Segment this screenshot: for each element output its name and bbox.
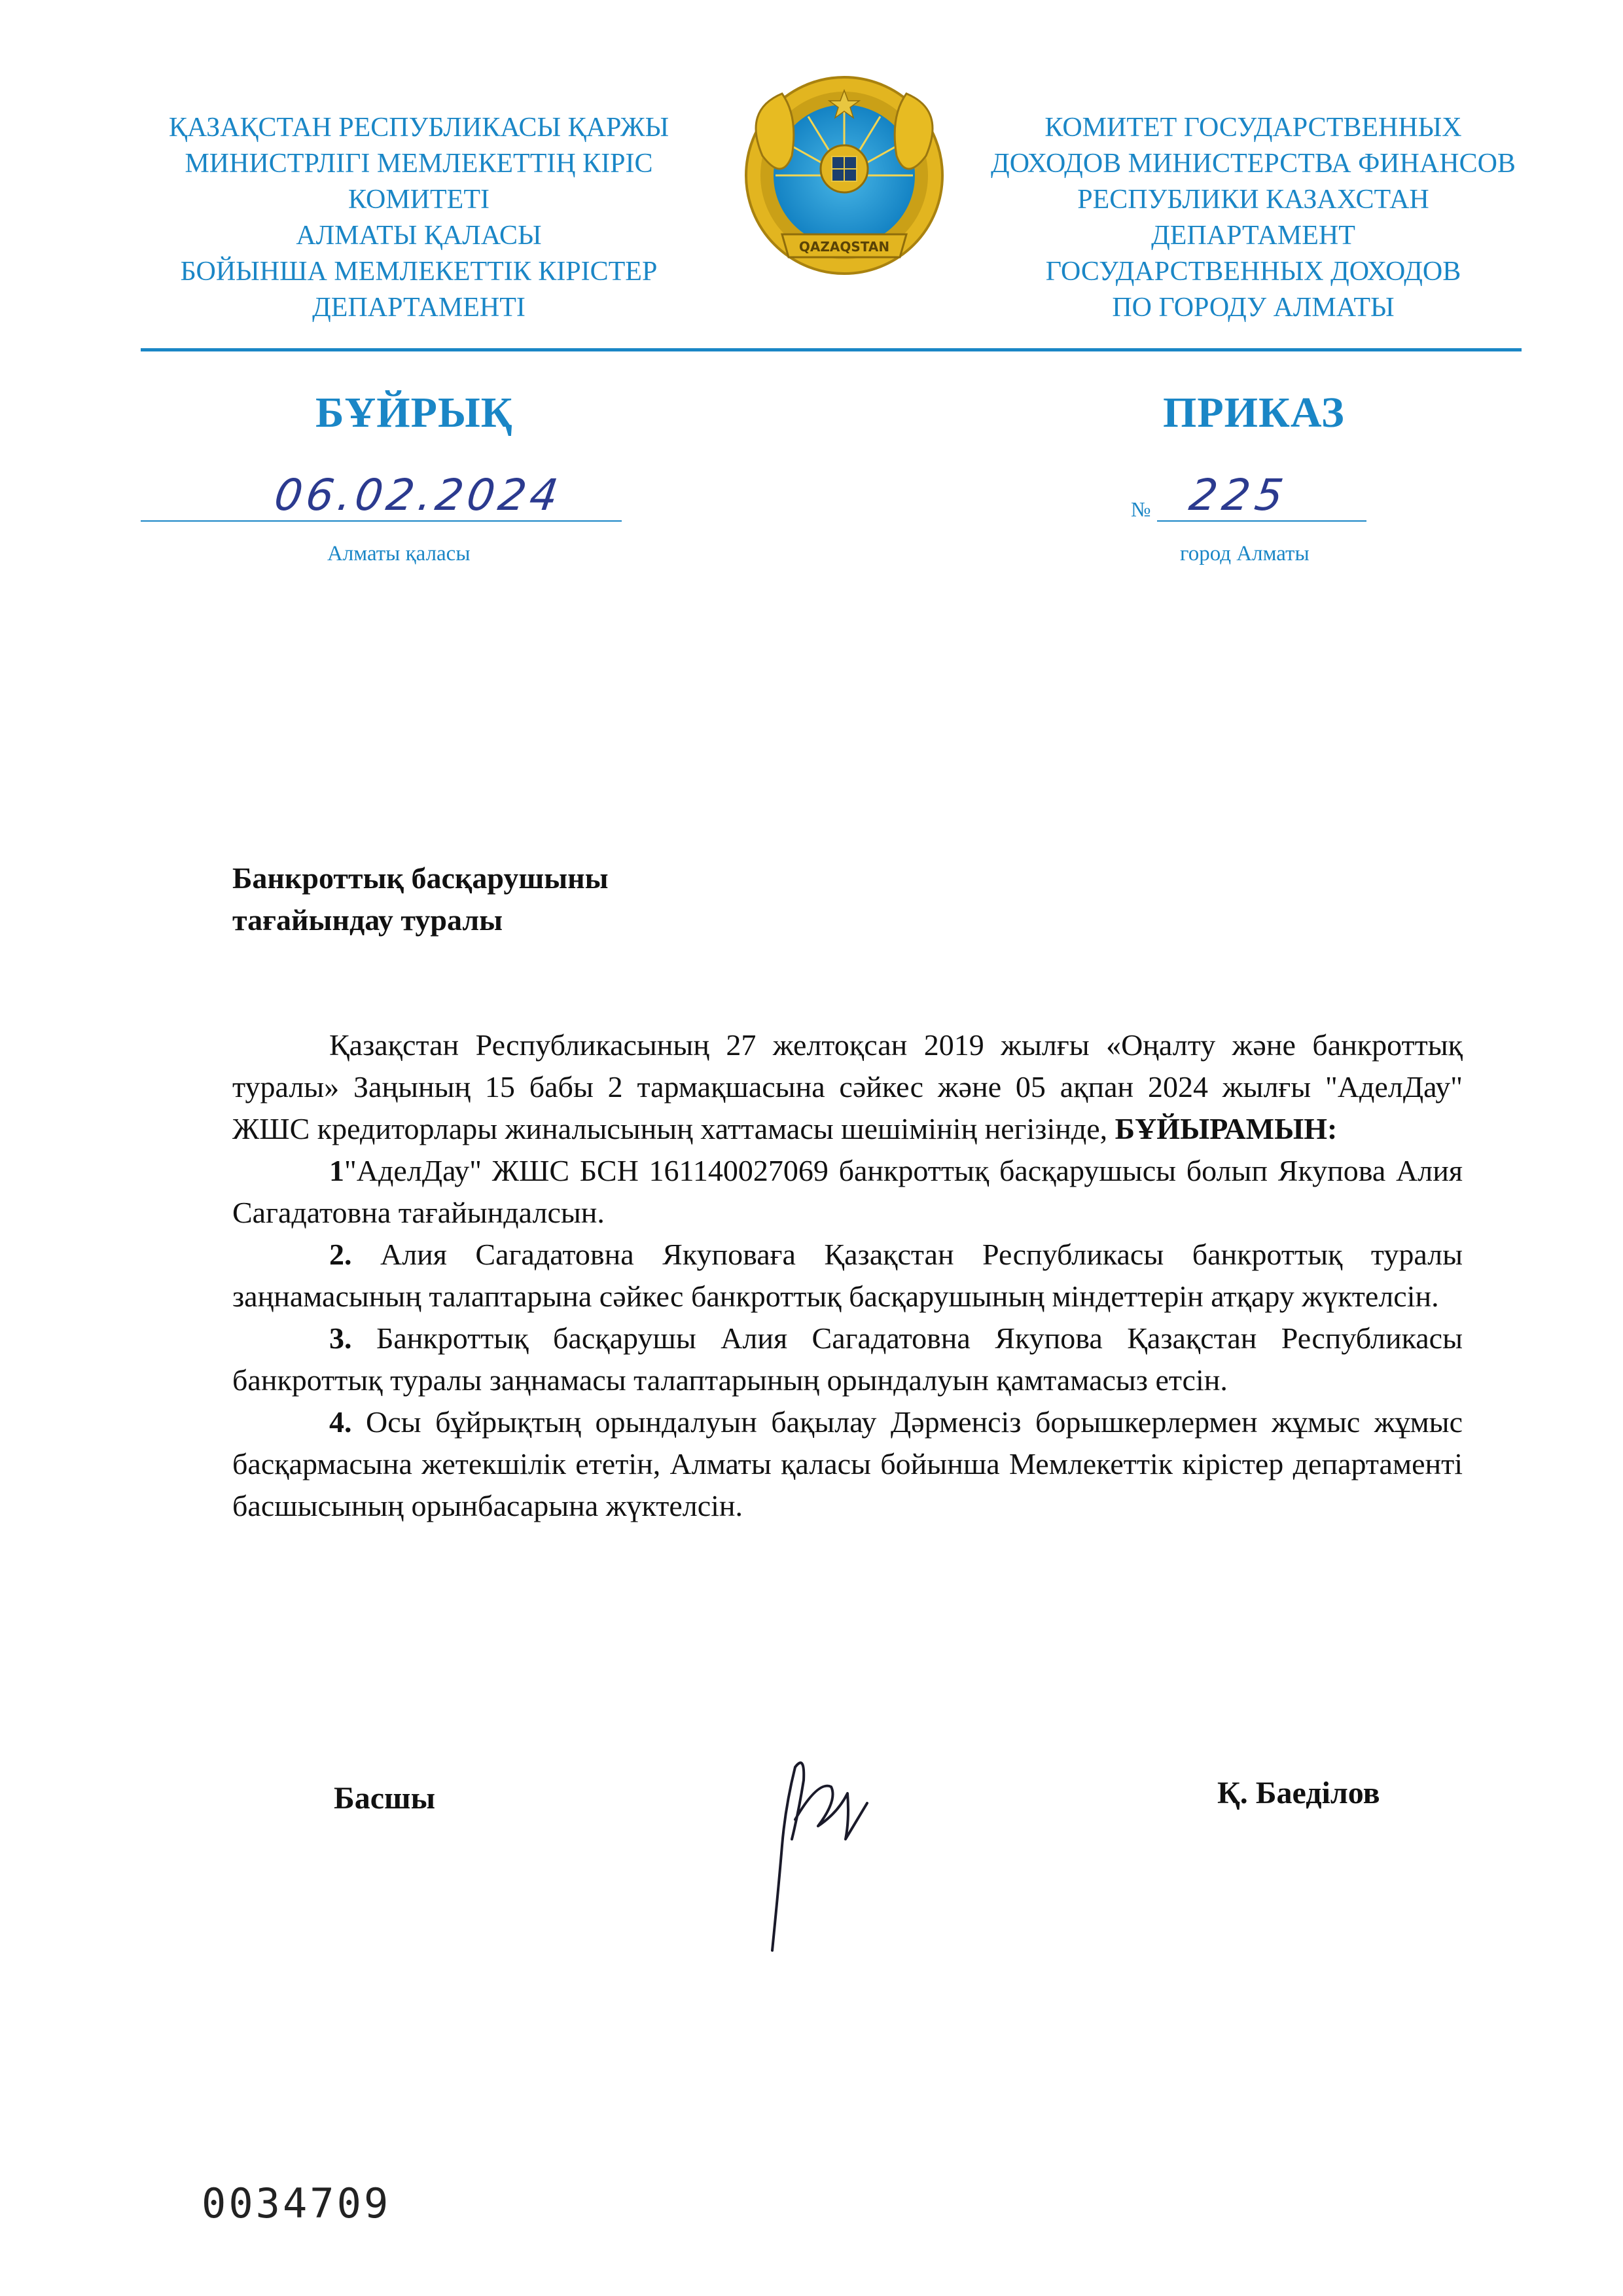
date-underline xyxy=(141,520,622,522)
intro-paragraph xyxy=(232,1024,1463,1150)
item-text: "АделДау" ЖШС БСН 161140027069 банкроттық басқарушысы болып Якупова Алия Сагадатовна тағайындалсын. xyxy=(232,1154,1463,1229)
header-divider xyxy=(141,348,1522,351)
city-russian: город Алматы xyxy=(1180,542,1310,565)
item-text: Осы бұйрықтың орындалуын бақылау Дәрменсіз борышкерлермен жұмыс жұмыс басқармасына жетекшілік ететін, Алматы қаласы бойынша Мемлекеттік кірістер департаменті басшысының орынбасарына жүктелсін. xyxy=(232,1405,1463,1522)
item-text: Алия Сагадатовна Якуповаға Қазақстан Республикасы банкроттық туралы заңнамасының талаптарына сәйкес банкроттық басқарушының міндеттерін атқару жүктелсін. xyxy=(232,1238,1463,1313)
header-kazakh-line: КОМИТЕТІ xyxy=(348,185,490,215)
item-4 xyxy=(232,1401,1463,1527)
order-date: 06.02.2024 xyxy=(271,470,565,520)
item-3 xyxy=(232,1318,1463,1401)
city-kazakh: Алматы қаласы xyxy=(327,542,471,565)
order-number-label: № xyxy=(1131,497,1151,521)
intro-bold: БҰЙЫРАМЫН: xyxy=(1115,1112,1338,1145)
order-title-russian: ПРИКАЗ xyxy=(1163,389,1345,437)
subject-line: тағайындау туралы xyxy=(232,903,503,937)
item-number: 1 xyxy=(329,1154,344,1187)
header-kazakh-line: МИНИСТРЛІГІ МЕМЛЕКЕТТІҢ КІРІС xyxy=(185,149,653,179)
item-1 xyxy=(232,1150,1463,1234)
header-russian-line: КОМИТЕТ ГОСУДАРСТВЕННЫХ xyxy=(1044,113,1462,143)
order-subject xyxy=(232,857,609,941)
emblem-ribbon-text: QAZAQSTAN xyxy=(798,239,890,255)
header-kazakh-line: БОЙЫНША МЕМЛЕКЕТТІК КІРІСТЕР xyxy=(180,257,658,287)
header-kazakh-line: АЛМАТЫ ҚАЛАСЫ xyxy=(296,221,542,251)
header-russian-line: ГОСУДАРСТВЕННЫХ ДОХОДОВ xyxy=(1045,257,1461,287)
order-body xyxy=(232,1024,1463,1527)
header-kazakh-line: ҚАЗАҚСТАН РЕСПУБЛИКАСЫ ҚАРЖЫ xyxy=(168,113,669,143)
subject-line: Банкроттық басқарушыны xyxy=(232,861,609,895)
signatory-title: Басшы xyxy=(334,1781,436,1816)
header-russian-line: РЕСПУБЛИКИ КАЗАХСТАН xyxy=(1077,185,1429,215)
item-number: 4. xyxy=(329,1405,352,1439)
header-russian-line: ДЕПАРТАМЕНТ xyxy=(1151,221,1355,251)
item-number: 2. xyxy=(329,1238,352,1271)
item-number: 3. xyxy=(329,1321,352,1355)
signatory-name: Қ. Баеділов xyxy=(1217,1776,1380,1810)
header-kazakh xyxy=(124,110,713,326)
header-russian-line: ПО ГОРОДУ АЛМАТЫ xyxy=(1112,293,1395,323)
number-underline xyxy=(1157,520,1366,522)
order-title-kazakh: БҰЙРЫҚ xyxy=(315,389,513,437)
header-russian xyxy=(959,110,1548,326)
item-2 xyxy=(232,1234,1463,1318)
item-text: Банкроттық басқарушы Алия Сагадатовна Якупова Қазақстан Республикасы банкроттық туралы заңнамасы талаптарының орындалуын қамтамасыз етсін. xyxy=(232,1321,1463,1397)
header-kazakh-line: ДЕПАРТАМЕНТІ xyxy=(312,293,526,323)
serial-number: 0034709 xyxy=(202,2179,391,2227)
handwritten-signature-icon xyxy=(733,1741,903,1957)
state-emblem-icon xyxy=(736,71,952,287)
header-russian-line: ДОХОДОВ МИНИСТЕРСТВА ФИНАНСОВ xyxy=(991,149,1516,179)
intro-text: Қазақстан Республикасының 27 желтоқсан 2019 жылғы «Оңалту және банкроттық туралы» Заңының 15 бабы 2 тармақшасына сәйкес және 05 ақпан 2024 жылғы "АделДау" ЖШС кредиторлары жиналысының хаттамасы шешімінің негізінде, xyxy=(232,1028,1463,1145)
order-number: 225 xyxy=(1186,470,1292,520)
